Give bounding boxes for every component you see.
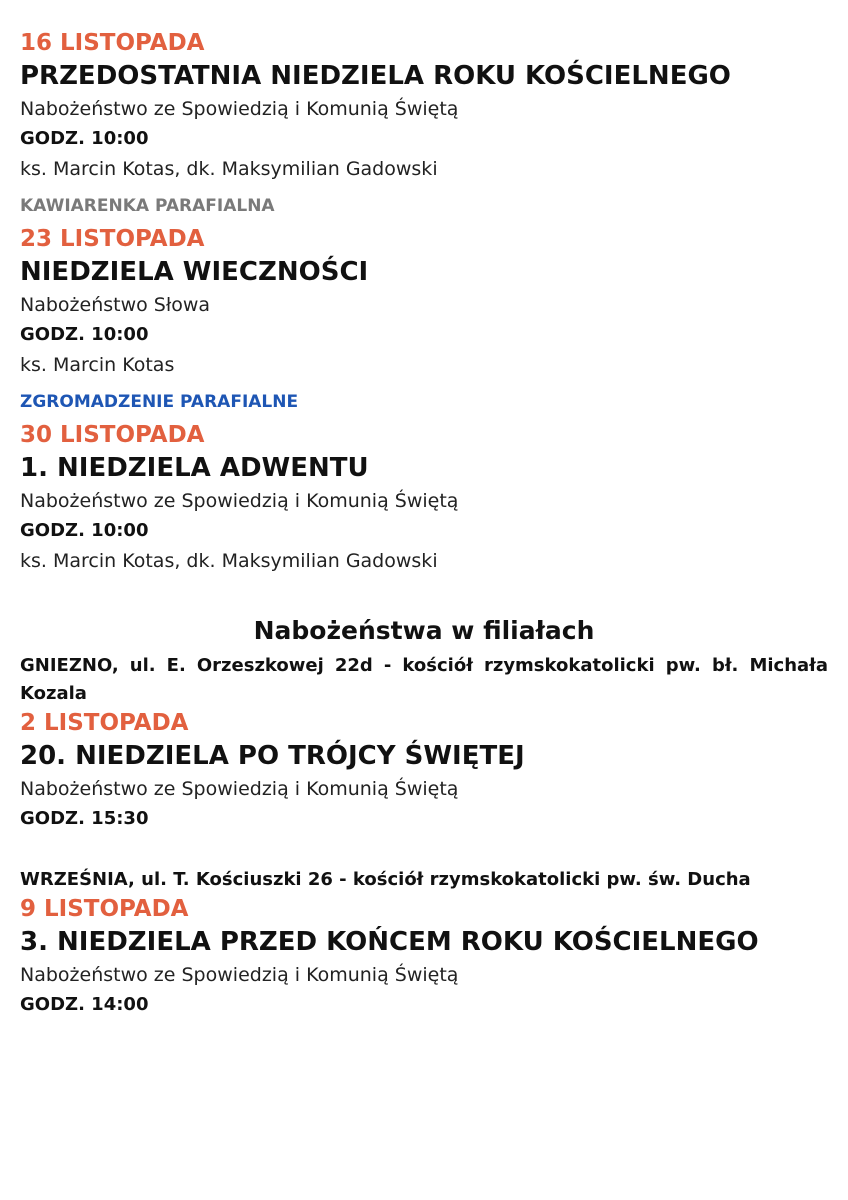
event-service: Nabożeństwo Słowa bbox=[20, 294, 211, 316]
branches-heading: Nabożeństwa w filiałach bbox=[253, 616, 595, 645]
event-time: GODZ. 10:00 bbox=[20, 520, 149, 541]
event-date: 9 LISTOPADA bbox=[20, 896, 189, 922]
event-service: Nabożeństwo ze Spowiedzią i Komunią Świętą bbox=[20, 964, 459, 986]
branch-gniezno bbox=[20, 652, 828, 834]
branch-address: WRZEŚNIA, ul. T. Kościuszki 26 - kościół rzymskokatolicki pw. św. Ducha bbox=[20, 869, 751, 890]
event-date: 23 LISTOPADA bbox=[20, 226, 205, 252]
branch-wrzesnia bbox=[20, 866, 828, 1020]
event-16-listopada bbox=[20, 28, 828, 220]
event-time: GODZ. 10:00 bbox=[20, 324, 149, 345]
event-time: GODZ. 10:00 bbox=[20, 128, 149, 149]
event-pastors: ks. Marcin Kotas, dk. Maksymilian Gadowski bbox=[20, 550, 438, 572]
event-time: GODZ. 14:00 bbox=[20, 994, 149, 1015]
event-30-listopada bbox=[20, 420, 828, 576]
event-service: Nabożeństwo ze Spowiedzią i Komunią Świętą bbox=[20, 490, 459, 512]
event-title: PRZEDOSTATNIA NIEDZIELA ROKU KOŚCIELNEGO bbox=[20, 61, 731, 91]
schedule-page bbox=[20, 28, 828, 1020]
event-pastors: ks. Marcin Kotas bbox=[20, 354, 175, 376]
spacer bbox=[20, 834, 828, 866]
event-title: NIEDZIELA WIECZNOŚCI bbox=[20, 257, 369, 287]
event-date: 16 LISTOPADA bbox=[20, 30, 205, 56]
event-title: 3. NIEDZIELA PRZED KOŃCEM ROKU KOŚCIELNEGO bbox=[20, 927, 759, 957]
event-title: 20. NIEDZIELA PO TRÓJCY ŚWIĘTEJ bbox=[20, 741, 525, 771]
event-service: Nabożeństwo ze Spowiedzią i Komunią Świętą bbox=[20, 778, 459, 800]
event-date: 30 LISTOPADA bbox=[20, 422, 205, 448]
branch-address: GNIEZNO, ul. E. Orzeszkowej 22d - kościół rzymskokatolicki pw. bł. Michała Kozala bbox=[20, 655, 828, 704]
event-note: KAWIARENKA PARAFIALNA bbox=[20, 196, 275, 216]
event-pastors: ks. Marcin Kotas, dk. Maksymilian Gadowski bbox=[20, 158, 438, 180]
event-date: 2 LISTOPADA bbox=[20, 710, 189, 736]
event-title: 1. NIEDZIELA ADWENTU bbox=[20, 453, 369, 483]
event-time: GODZ. 15:30 bbox=[20, 808, 149, 829]
event-note: ZGROMADZENIE PARAFIALNE bbox=[20, 392, 299, 412]
event-23-listopada bbox=[20, 224, 828, 416]
event-service: Nabożeństwo ze Spowiedzią i Komunią Świętą bbox=[20, 98, 459, 120]
